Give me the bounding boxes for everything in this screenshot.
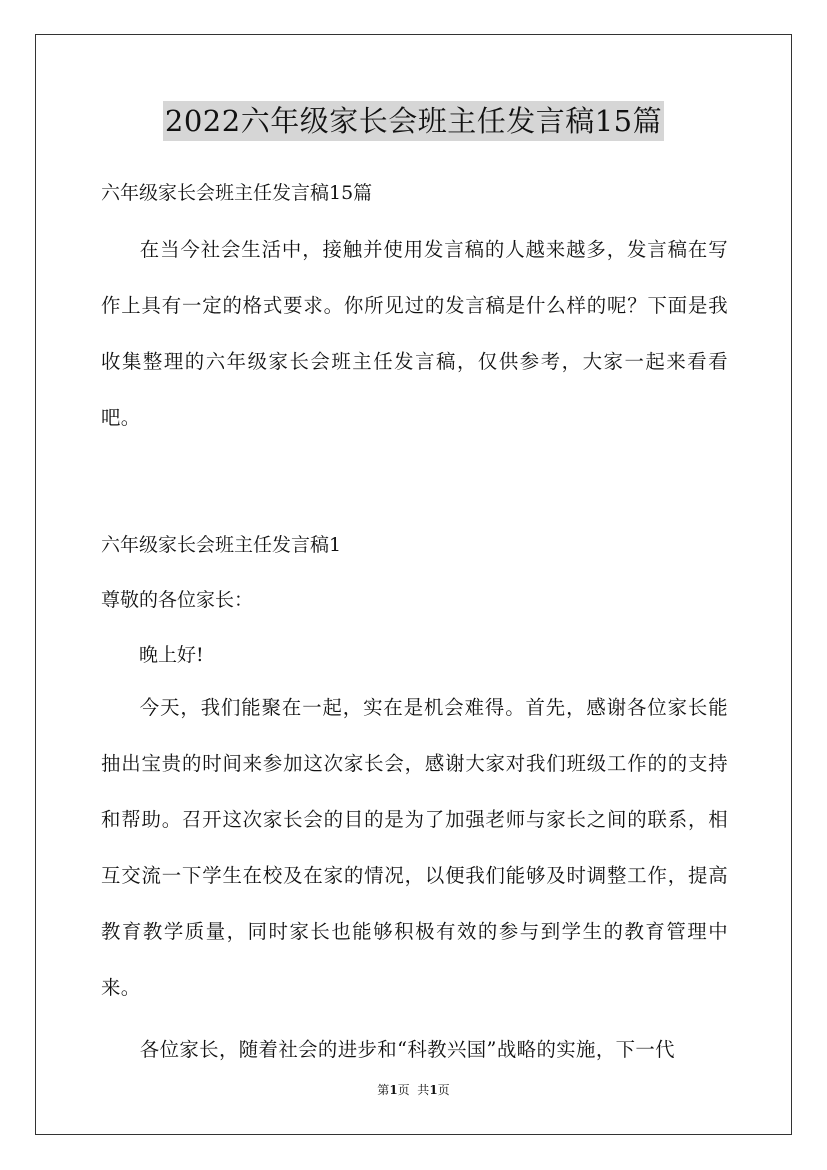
page-footer: [0, 1082, 827, 1098]
section-heading: 六年级家长会班主任发言稿1: [101, 534, 342, 556]
title-container: [0, 101, 827, 141]
footer-page-mid: 页 共: [397, 1083, 430, 1097]
greeting: 晚上好!: [139, 644, 204, 666]
footer-page-total: 1: [429, 1083, 438, 1097]
intro-paragraph: 在当今社会生活中，接触并使用发言稿的人越来越多，发言稿在写作上具有一定的格式要求。你所见过的发言稿是什么样的呢？下面是我收集整理的六年级家长会班主任发言稿，仅供参考，大家一起来看看吧。: [101, 238, 728, 429]
document-subtitle: 六年级家长会班主任发言稿15篇: [101, 182, 373, 204]
footer-page-current: 1: [389, 1083, 398, 1097]
body-paragraph-1: 今天，我们能聚在一起，实在是机会难得。首先，感谢各位家长能抽出宝贵的时间来参加这次家长会，感谢大家对我们班级工作的的支持和帮助。召开这次家长会的目的是为了加强老师与家长之间的联系，相互交流一下学生在校及在家的情况，以便我们能够及时调整工作，提高教育教学质量，同时家长也能够积极有效的参与到学生的教育管理中来。: [101, 696, 728, 999]
document-title: 2022六年级家长会班主任发言稿15篇: [163, 101, 664, 141]
footer-page-suffix: 页: [437, 1083, 450, 1097]
document-body: [101, 174, 728, 1078]
salutation: 尊敬的各位家长：: [101, 589, 254, 611]
footer-page-prefix: 第: [377, 1083, 390, 1097]
body-paragraph-2: 各位家长，随着社会的进步和“科教兴国”战略的实施，下一代: [139, 1038, 675, 1061]
